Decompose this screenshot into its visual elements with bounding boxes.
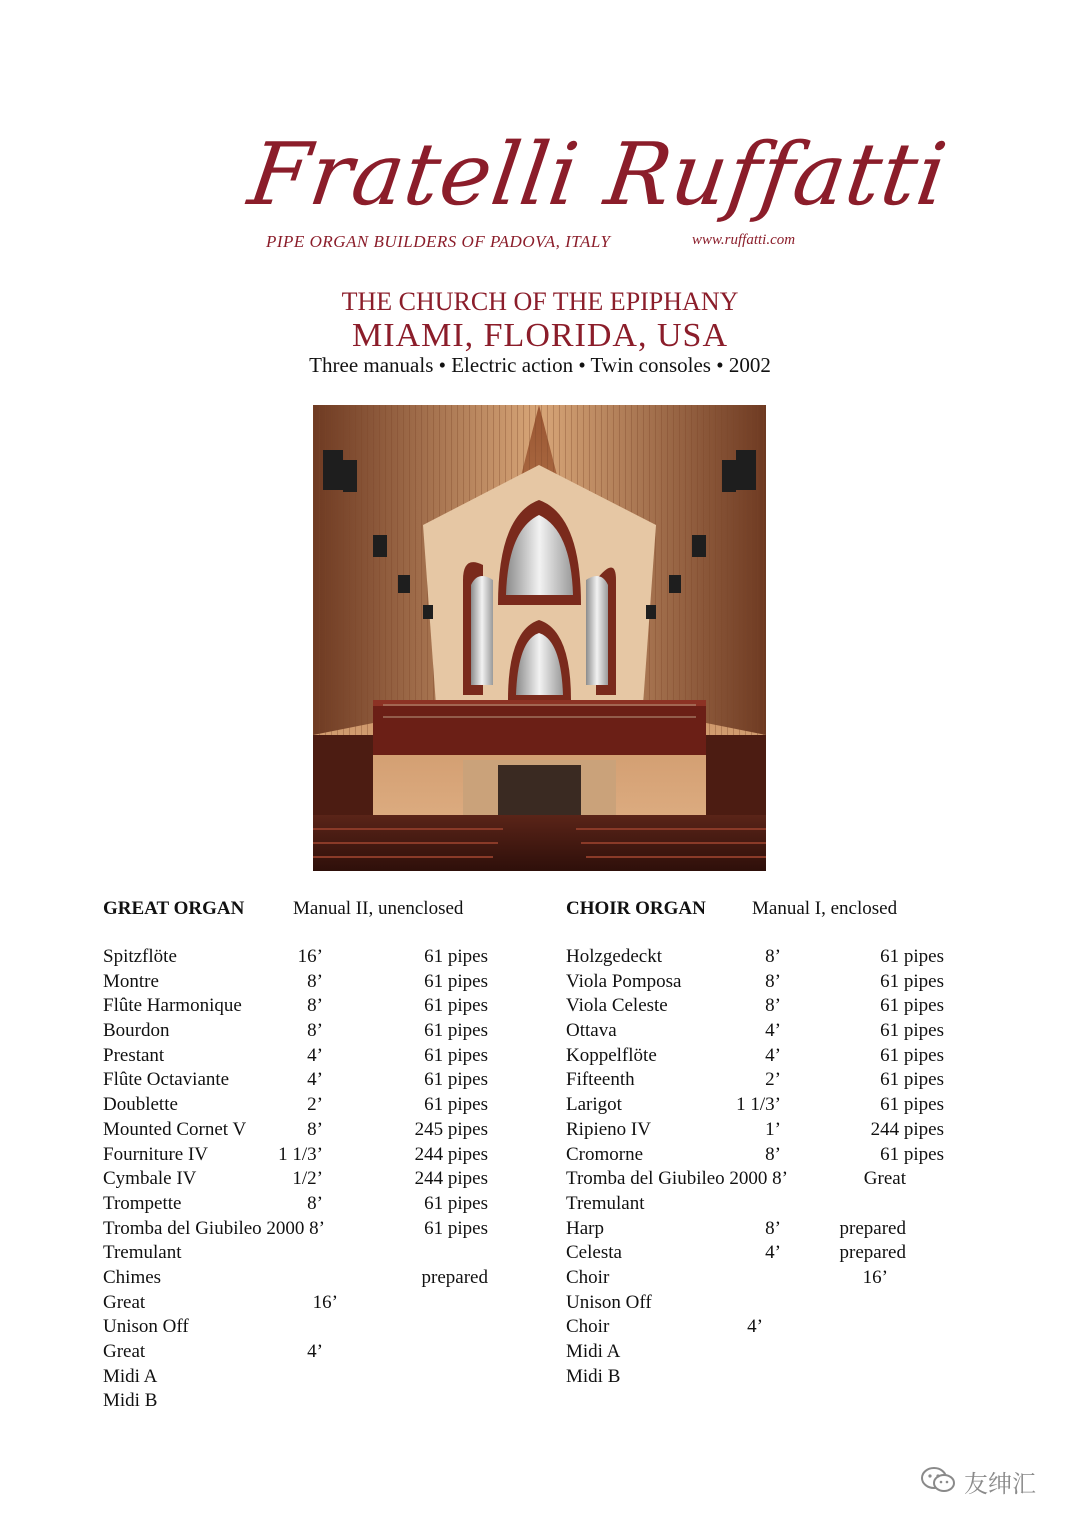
great-organ-subtitle: Manual II, unenclosed — [293, 898, 464, 919]
stop-row: Unison Off — [566, 1291, 652, 1313]
watermark-text: 友绅汇 — [964, 1470, 1036, 1498]
church-title: THE CHURCH OF THE EPIPHANY — [341, 287, 739, 316]
church-interior-photo — [313, 405, 766, 871]
stop-row: Tromba del Giubileo 2000 8’ Great — [566, 1168, 906, 1190]
stop-row: Great 4’ — [103, 1341, 323, 1362]
stop-row: Choir 4’ — [566, 1316, 763, 1338]
stop-row: Choir 16’ — [566, 1266, 888, 1288]
stop-row: Fifteenth 2’ 61 pipes — [566, 1069, 944, 1091]
stop-row: Celesta 4’ prepared — [566, 1242, 906, 1264]
city-title: MIAMI, FLORIDA, USA — [351, 317, 729, 354]
logo-url: www.ruffatti.com — [692, 232, 796, 248]
stop-row: Ottava 4’ 61 pipes — [566, 1020, 944, 1042]
choir-organ-title: CHOIR ORGAN — [566, 898, 706, 919]
stop-row: Midi A — [103, 1365, 158, 1387]
stop-row: Midi B — [103, 1390, 158, 1412]
stop-row: Viola Celeste 8’ 61 pipes — [566, 995, 944, 1017]
stop-row: Tremulant — [566, 1192, 645, 1214]
stop-row: Unison Off — [103, 1316, 189, 1338]
stop-row: Montre 8’ 61 pipes — [103, 970, 488, 992]
stop-row: Flûte Octaviante 4’ 61 pipes — [103, 1069, 488, 1091]
stop-row: Koppelflöte 4’ 61 pipes — [566, 1044, 944, 1066]
stop-row: Trompette 8’ 61 pipes — [103, 1192, 488, 1214]
church-interior-illustration — [313, 405, 766, 871]
organ-description: Three manuals • Electric action • Twin consoles • 2002 — [309, 353, 771, 377]
choir-organ-section — [566, 898, 1006, 1390]
stop-row: Larigot 1 1/3’ 61 pipes — [566, 1094, 944, 1116]
great-organ-title: GREAT ORGAN — [103, 898, 245, 919]
stop-row: Tremulant — [103, 1242, 182, 1264]
stop-row: Chimes prepared — [103, 1266, 488, 1288]
stop-row: Mounted Cornet V 8’ 245 pipes — [103, 1118, 488, 1140]
wechat-icon — [920, 1466, 956, 1494]
stop-row: Cymbale IV 1/2’ 244 pipes — [103, 1168, 488, 1190]
stop-row: Harp 8’ prepared — [566, 1217, 906, 1239]
stop-row: Tromba del Giubileo 2000 8’ 61 pipes — [103, 1217, 488, 1239]
stop-row: Great 16’ — [103, 1291, 338, 1313]
stop-row: Prestant 4’ 61 pipes — [103, 1044, 488, 1066]
stop-row: Fourniture IV 1 1/3’ 244 pipes — [103, 1143, 488, 1165]
stop-row: Midi A — [566, 1341, 621, 1362]
stop-row: Holzgedeckt 8’ 61 pipes — [566, 946, 944, 967]
stop-row: Flûte Harmonique 8’ 61 pipes — [103, 995, 488, 1017]
watermark — [920, 1462, 1050, 1498]
choir-stop-list — [566, 946, 1006, 1390]
stop-row: Bourdon 8’ 61 pipes — [103, 1020, 488, 1042]
stop-row: Spitzflöte 16’ 61 pipes — [103, 946, 488, 967]
stop-row: Viola Pomposa 8’ 61 pipes — [566, 970, 944, 992]
choir-organ-subtitle: Manual I, enclosed — [752, 898, 898, 919]
stop-row: Ripieno IV 1’ 244 pipes — [566, 1118, 944, 1140]
logo-script: Fratelli Ruffatti — [242, 125, 954, 225]
great-organ-section — [103, 898, 543, 1415]
logo-tagline: PIPE ORGAN BUILDERS OF PADOVA, ITALY — [266, 232, 611, 251]
stop-row: Doublette 2’ 61 pipes — [103, 1094, 488, 1116]
stop-row: Cromorne 8’ 61 pipes — [566, 1143, 944, 1165]
stop-row: Midi B — [566, 1365, 621, 1387]
great-stop-list — [103, 946, 543, 1415]
